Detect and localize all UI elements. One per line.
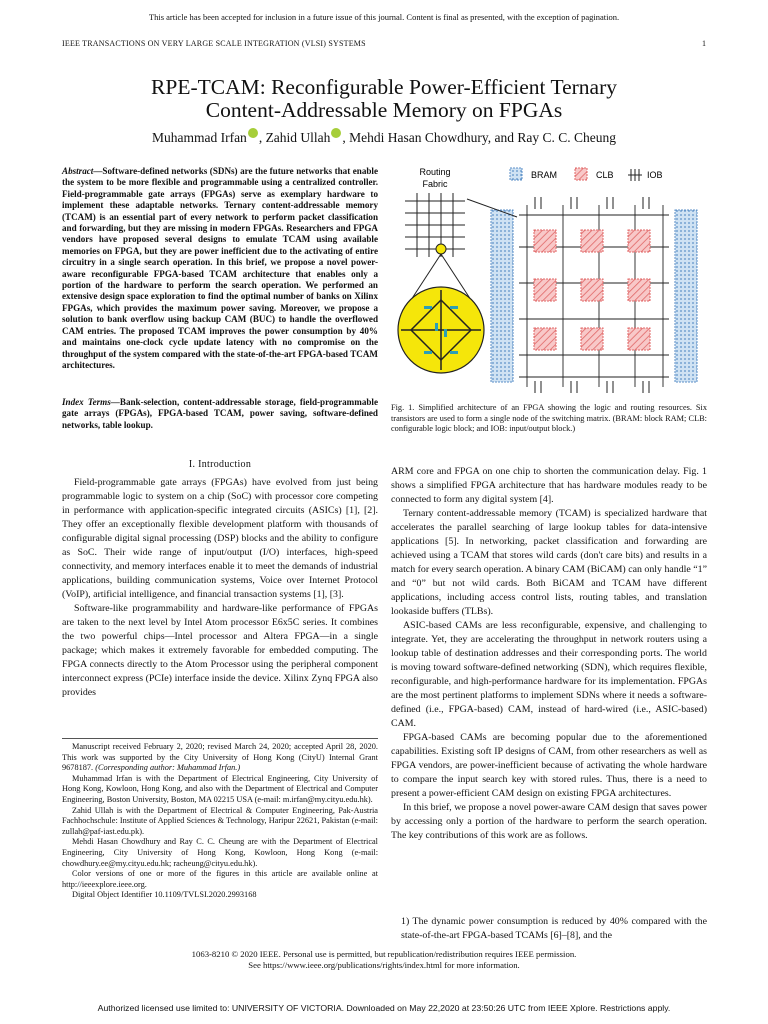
intro-column-2 xyxy=(391,465,707,843)
fpga-architecture-diagram xyxy=(395,165,707,397)
clb-block xyxy=(628,328,650,350)
footnote-color: Color versions of one or more of the figures in this article are available online at http://ieeexplore.ieee.org. xyxy=(62,869,378,889)
page-number: 1 xyxy=(702,39,706,48)
license-notice: Authorized licensed use limited to: UNIVERSITY OF VICTORIA. Downloaded on May 22,2020 at 23:50:26 UTC from IEEE Xplore. Restrictions apply. xyxy=(97,1003,671,1013)
legend-clb-label: CLB xyxy=(596,170,614,180)
paper-title xyxy=(62,76,706,122)
author-2: Zahid Ullah xyxy=(265,130,331,145)
clb-blocks xyxy=(534,230,650,350)
copyright-line-1: 1063-8210 © 2020 IEEE. Personal use is permitted, but republication/redistribution requires IEEE permission. xyxy=(191,949,577,959)
index-terms-label: Index Terms— xyxy=(62,397,120,407)
footnote-author-3-4: Mehdi Hasan Chowdhury and Ray C. C. Cheung are with the Department of Electrical Engineering, City University of Hong Kong, Kowloon, Hong Kong (e-mail: chowdhury.ee@my.cityu.edu.hk; racheung@cityu.edu.hk). xyxy=(62,837,378,868)
footnote-author-2: Zahid Ullah is with the Department of Electrical & Computer Engineering, Pak-Austria Fachhochschule: Institute of Applied Sciences & Technology, Haripur 22621, Pakistan (e-mail: zullah@paf-iast.edu.pk). xyxy=(62,805,378,836)
footnote-corresponding: (Corresponding author: Muhammad Irfan.) xyxy=(95,763,241,773)
author-rest: , Mehdi Hasan Chowdhury, and Ray C. C. Cheung xyxy=(342,130,617,145)
contribution-item-1: 1) The dynamic power consumption is reduced by 40% compared with the state-of-the-art FPGA-based TCAMs [6]–[8], and the xyxy=(401,916,707,941)
switch-node xyxy=(436,244,446,254)
clb-block xyxy=(534,279,556,301)
col2-paragraph-1: ARM core and FPGA on one chip to shorten the communication delay. Fig. 1 shows a simplified FPGA architecture that has hardware modules ready to be connected to form any digital system [4]. xyxy=(391,466,707,505)
author-sep: , xyxy=(258,130,266,145)
title-line-2: Content-Addressable Memory on FPGAs xyxy=(205,98,563,122)
figure-1 xyxy=(395,165,707,402)
bram-column-right xyxy=(675,210,697,382)
bram-column-left xyxy=(491,210,513,382)
section-heading-text: I. Introduction xyxy=(188,459,252,470)
routing-label-1: Routing xyxy=(419,167,451,177)
copyright-line-2: See https://www.ieee.org/publications/rights/index.html for more information. xyxy=(248,960,520,970)
figure-caption: Fig. 1. Simplified architecture of an FPGA showing the logic and routing resources. Six transistors are used to form a single node of the switching matrix. (BRAM: block RAM; CLB: configurable logic block; and IOB: input/output block.) xyxy=(391,403,707,434)
legend-bram-label: BRAM xyxy=(531,170,558,180)
title-line-1: RPE-TCAM: Reconfigurable Power-Efficient Ternary xyxy=(151,75,617,99)
col2-paragraph-2: Ternary content-addressable memory (TCAM) is specialized hardware that accelerates the parallel searching of large lookup tables for data-intensive applications [5]. In networking, packet classification and forwarding are achieved using a TCAM that stores wild cards (don't care bits) and results in a match for every search operation. A binary CAM (BiCAM) can only handle “1” and “0” but not wild cards. Both BiCAM and TCAM have different applications, including access control lists, routing tables, and translation lookaside buffers (TLBs). xyxy=(391,508,707,617)
running-head: IEEE TRANSACTIONS ON VERY LARGE SCALE INTEGRATION (VLSI) SYSTEMS xyxy=(62,39,366,48)
clb-block xyxy=(581,230,603,252)
legend-iob-label: IOB xyxy=(647,170,663,180)
contribution-list xyxy=(401,915,707,943)
orcid-icon[interactable] xyxy=(248,128,258,138)
abstract-label: Abstract— xyxy=(62,166,103,176)
footnote-rule xyxy=(62,738,378,739)
author-1: Muhammad Irfan xyxy=(151,130,247,145)
footnote-manuscript xyxy=(62,742,378,774)
copyright-notice xyxy=(62,949,706,971)
footnote-doi: Digital Object Identifier 10.1109/TVLSI.2020.2993168 xyxy=(72,890,257,900)
clb-block xyxy=(534,230,556,252)
index-terms-text: Bank-selection, content-addressable storage, field-programmable gate arrays (FPGAs), FPGA-based TCAM, power saving, software-defined networks, table lookup. xyxy=(62,397,378,430)
clb-block xyxy=(628,279,650,301)
legend-clb-swatch xyxy=(575,168,587,180)
journal-top-note: This article has been accepted for inclusion in a future issue of this journal. Content is final as presented, with the exception of pagination. xyxy=(148,12,620,22)
col2-paragraph-4: FPGA-based CAMs are becoming popular due to the aforementioned capabilities. Existing soft IP designs of CAM, from other researchers as well as FPGA vendors, are power-inefficient because of activating the whole hardware to compare the input search key with stored rules. Thus, there is a need to present a power-efficient CAM design on existing FPGA architectures. xyxy=(391,732,707,799)
intro-paragraph-1: Field-programmable gate arrays (FPGAs) have evolved from just being programmable logic to system on a chip (SoC) with processor core competing in performance with application-specific integrated circuits (ASICs) [1], [2]. They offer an exceptionally flexible development platform with thousands of configurable digital signal processing (DSP) blocks and the ability to configure as SoC. Their wide range of input/output (I/O) interfaces, high-speed connectivity, and memory interfaces enable it to meet the demands of industrial applications, building communication systems, Voice over Internet Protocol (VoIP), artificial intelligence, and financial transaction systems [1], [3]. xyxy=(62,477,378,600)
orcid-icon[interactable] xyxy=(331,128,341,138)
index-terms xyxy=(62,397,378,431)
legend-bram-swatch xyxy=(510,168,522,180)
routing-fabric-grid xyxy=(405,193,465,257)
footnote-author-1: Muhammad Irfan is with the Department of Electrical Engineering, City University of Hong Kong, Kowloon, Hong Kong, and also with the Department of Electrical and Computer Engineering, Boston University, Boston, MA 02215 USA (e-mail: m.irfan@my.cityu.edu.hk). xyxy=(62,773,378,804)
clb-block xyxy=(628,230,650,252)
routing-label-2: Fabric xyxy=(422,179,448,189)
abstract-text: Software-defined networks (SDNs) are the future networks that enable the system to be more flexible and programmable using a centralized controller. Field-programmable gate arrays (FPGAs) serve as exemplary hardware to implement these adaptable networks. Ternary content-addressable memory (TCAM) is an essential part of every network to perform packet classification and forwarding, but they are missing in modern FPGAs. Researchers and FPGA vendors have proposed several designs to emulate TCAM using available memories on FPGA, but they are power inefficient due to the activating of entire circuitry in a single search operation. In this brief, we propose a novel power-aware reconfigurable FPGA-based TCAM architecture that enables only a portion of the hardware to perform the search operation. We performed an extensive design space exploration to find the optimal number of banks on Xilinx FPGAs, which provides the maximum power saving. Moreover, we propose a solution to bank overflow using backup CAM (BUC) to handle the overflowed CAM entries. The proposed TCAM improves the power consumption by 40% and maintains one-clock cycle update latency with no compromise on the throughput of the system compared with the state-of-the-art FPGA-based TCAM architectures. xyxy=(62,166,378,370)
footnote-manuscript-text: Manuscript received February 2, 2020; revised March 24, 2020; accepted April 28, 2020. This work was supported by the City University of Hong Kong (CityU) Internal Grant 9678187. xyxy=(62,742,378,773)
abstract xyxy=(62,166,378,371)
intro-paragraph-2: Software-like programmability and hardware-like performance of FPGAs are taken to the next level by Intel Atom processor E6x5C series. It combines the two powerful chips—Intel processor and Altera FPGA—in a single package; which makes it extremely favorable for embedded computing. The FPGA connects directly to the Atom Processor using the peripheral component interconnect express (PCIe) interface inside the device. Xilinx Zynq FPGA also provides xyxy=(62,603,378,698)
col2-paragraph-3: ASIC-based CAMs are less reconfigurable, expensive, and challenging to integrate. Yet, they are accelerating the throughput in network routers using a lookup table of destination addresses and their corresponding ports. The world is moving toward software-defined networking (SDN), which requires flexible, reconfigurable, and high-performance hardware for its implementation. FPGAs are the most pertinent platforms to implement SDNs where it needs a software-defined (i.e., FPGA-based) CAM, instead of hard-wired (i.e., ASIC-based) CAM. xyxy=(391,620,707,729)
clb-block xyxy=(581,279,603,301)
clb-block xyxy=(534,328,556,350)
author-list xyxy=(62,128,706,146)
section-heading xyxy=(62,459,378,470)
legend-iob-swatch xyxy=(628,169,642,181)
footnotes xyxy=(62,742,378,901)
intro-column-1 xyxy=(62,476,378,700)
clb-block xyxy=(581,328,603,350)
col2-paragraph-5: In this brief, we propose a novel power-aware CAM design that saves power by accessing only a portion of the hardware to perform the search operation. The key contributions of this work are as follows. xyxy=(391,802,707,841)
